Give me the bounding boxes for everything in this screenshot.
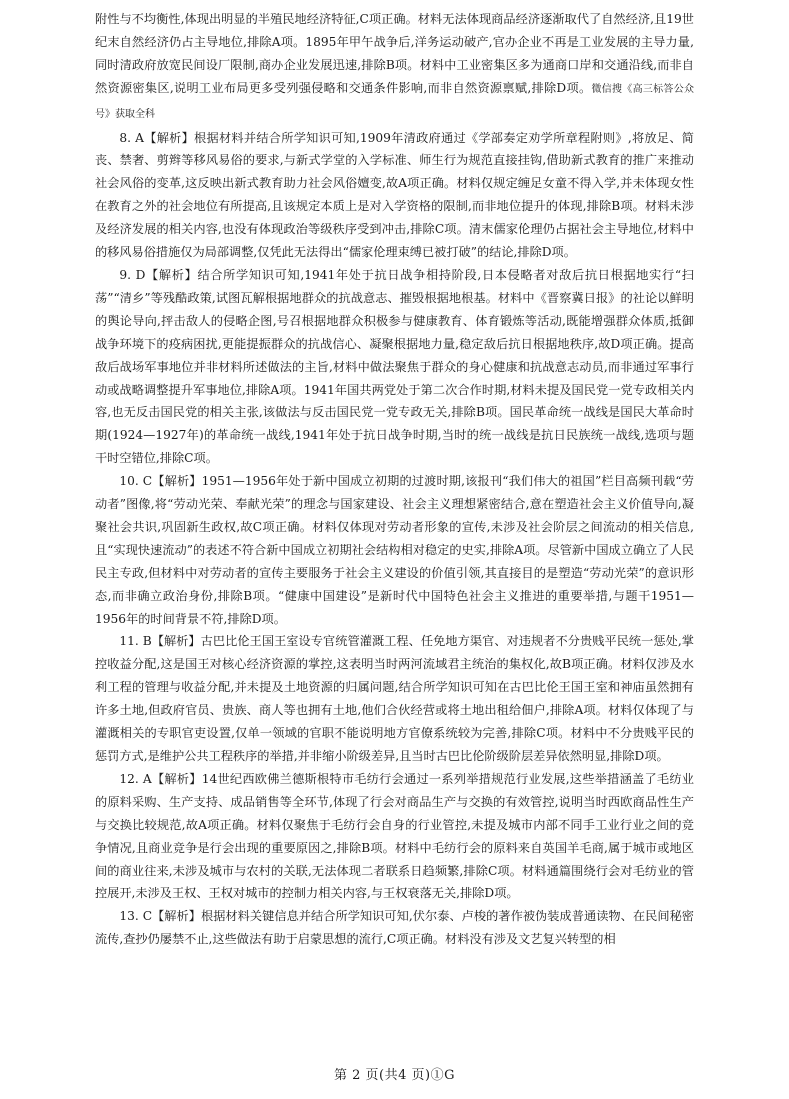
- paragraph-text: 附性与不均衡性,体现出明显的半殖民地经济特征,C项正确。材料无法体现商品经济逐渐取代了自然经济,且19世纪末自然经济仍占主导地位,排除A项。1895年甲午战争后,洋务运动破产,官办企业不再是工业发展的主导力量,同时清政府放宽民间设厂限制,商办企业发展迅速,排除B项。材料中工业密集区多为通商口岸和交通沿线,而非自然资源密集区,说明工业布局更多受列强侵略和交通条件影响,而非自然资源禀赋,排除D项。: [95, 12, 694, 95]
- answer-13: 13. C【解析】根据材料关键信息并结合所学知识可知,伏尔泰、卢梭的著作被伪装成普通读物、在民间秘密流传,查抄仍屡禁不止,这些做法有助于启蒙思想的流行,C项正确。材料没有涉及文艺复兴转型的相: [95, 909, 694, 947]
- answer-8: 8. A【解析】根据材料并结合所学知识可知,1909年清政府通过《学部奏定劝学所章程附则》,将放足、简丧、禁奢、剪辫等移风易俗的要求,与新式学堂的入学标准、师生行为规范直接挂钩,借助新式教育的推广来推动社会风俗的变革,这反映出新式教育助力社会风俗嬗变,故A项正确。材料仅规定缠足女童不得入学,并未体现女性在教育之外的社会地位有所提高,且该规定本质上是对入学资格的限制,而非地位提升的体现,排除B项。材料未涉及经济发展的相关内容,也没有体现政治等级秩序受到冲击,排除C项。清末儒家伦理仍占据社会主导地位,材料中的移风易俗措施仅为局部调整,仅凭此无法得出“儒家伦理束缚已被打破”的结论,排除D项。: [95, 130, 694, 260]
- paragraph-7-continued: [95, 8, 694, 127]
- answer-9: 9. D【解析】结合所学知识可知,1941年处于抗日战争相持阶段,日本侵略者对敌后抗日根据地实行“扫荡”“清乡”等残酷政策,试图瓦解根据地群众的抗战意志、摧毁根据地根基。材料中《晋察冀日报》的社论以鲜明的舆论导向,抨击敌人的侵略企图,号召根据地群众积极参与健康教育、体育锻炼等活动,既能增强群众体质,抵御战争环境下的疫病困扰,更能提振群众的抗战信心、凝聚根据地力量,稳定敌后抗日根据地秩序,故D项正确。提高敌后战场军事地位并非材料所述做法的主旨,材料中做法聚焦于群众的身心健康和抗战意志动员,而非通过军事行动或战略调整提升军事地位,排除A项。1941年国共两党处于第二次合作时期,材料未提及国民党一党专政相关内容,也无反击国民党的相关主张,该做法与反击国民党一党专政无关,排除B项。国民革命统一战线是国民大革命时期(1924—1927年)的革命统一战线,1941年处于抗日战争时期,当时的统一战线是抗日民族统一战线,选项与题干时空错位,排除C项。: [95, 267, 694, 466]
- page-footer: 第 2 页(共4 页)①G: [334, 1068, 455, 1083]
- answer-11: 11. B【解析】古巴比伦王国王室设专官统管灌溉工程、任免地方渠官、对违规者不分贵贱平民统一惩处,掌控收益分配,这是国王对核心经济资源的掌控,这表明当时两河流域君主统治的集权化,故B项正确。材料仅涉及水利工程的管理与收益分配,并未提及土地资源的归属问题,结合所学知识可知在古巴比伦王国王室和神庙虽然拥有许多土地,但政府官员、贵族、商人等也拥有土地,他们合伙经营或将土地出租给佃户,排除A项。材料仅体现了与灌溉相关的专职官吏设置,仅单一领域的官职不能说明地方官僚系统较为完善,排除C项。材料中不分贵贱平民的惩罚方式,是维护公共工程秩序的举措,并非缩小阶级差异,且当时古巴比伦阶级阶层差异依然明显,排除D项。: [95, 634, 694, 763]
- wechat-note: 微信搜《高三标答公众号》获取全科: [95, 83, 694, 120]
- answer-10: 10. C【解析】1951—1956年处于新中国成立初期的过渡时期,该报刊“我们伟大的祖国”栏目高频刊载“劳动者”图像,将“劳动光荣、奉献光荣”的理念与国家建设、社会主义理想紧密结合,意在塑造社会主义价值导向,凝聚社会共识,巩固新生政权,故C项正确。材料仅体现对劳动者形象的宣传,未涉及社会阶层之间流动的相关信息,且“实现快速流动”的表述不符合新中国成立初期社会结构相对稳定的史实,排除A项。尽管新中国成立确立了人民民主专政,但材料中对劳动者的宣传主要服务于社会主义建设的价值引领,其直接目的是塑造“劳动光荣”的意识形态,而非确立政治身份,排除B项。“健康中国建设”是新时代中国特色社会主义推进的重要举措,与题干1951—1956年的时间背景不符,排除D项。: [95, 474, 694, 626]
- answer-12: 12. A【解析】14世纪西欧佛兰德斯根特市毛纺行会通过一系列举措规范行业发展,这些举措涵盖了毛纺业的原料采购、生产支持、成品销售等全环节,体现了行会对商品生产与交换的有效管控,说明当时西欧商品性生产与交换比较规范,故A项正确。材料仅聚焦于毛纺行会自身的行业管控,未提及城市内部不同手工业行业之间的竞争情况,且商业竞争是行会出现的重要原因之,排除B项。材料中毛纺行会的原料来自英国羊毛商,属于城市或地区间的商业往来,未涉及城市与农村的关联,无法体现二者联系日趋频繁,排除C项。材料通篇围绕行会对毛纺业的管控展开,未涉及王权、王权对城市的控制力相关内容,与王权衰落无关,排除D项。: [95, 771, 694, 901]
